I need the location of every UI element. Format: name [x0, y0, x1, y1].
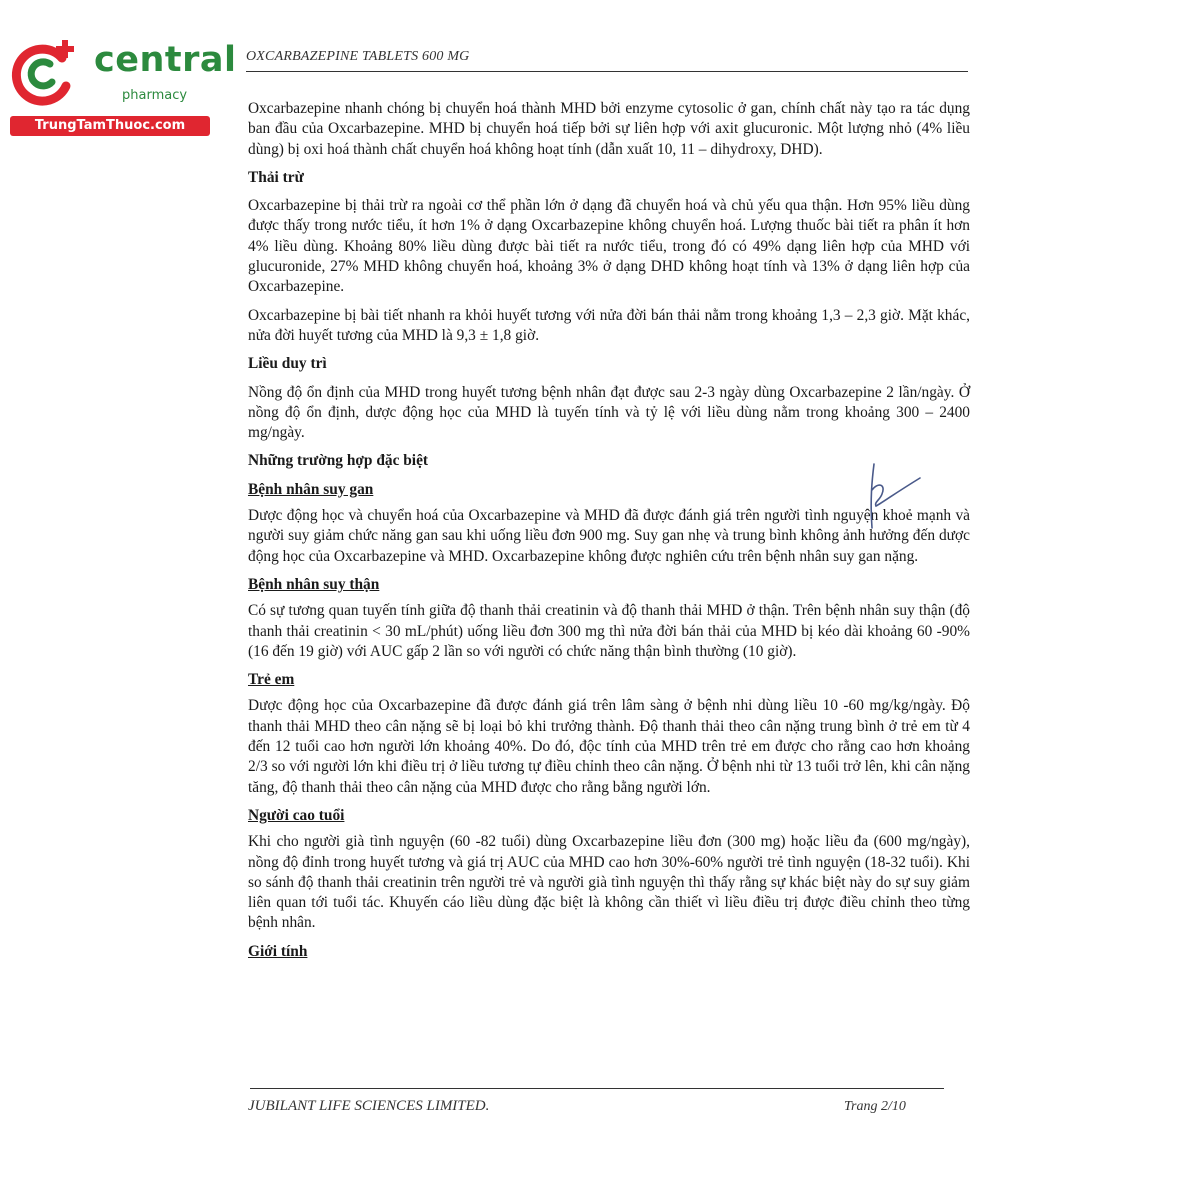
brand-name: central [94, 40, 237, 80]
paragraph-intro: Oxcarbazepine nhanh chóng bị chuyển hoá thành MHD bởi enzyme cytosolic ở gan, chính chất này tạo ra tác dụng ban đầu của Oxcarbazepine. MHD bị chuyển hoá tiếp bởi sự liên hợp với axit glucuronic. Một lượng nhỏ (4% liều dùng) bị oxi hoá thành chất chuyển hoá không hoạt tính (dẫn xuất 10, 11 – dihydroxy, DHD). [248, 100, 970, 158]
paragraph-suy-gan: Dược động học và chuyển hoá của Oxcarbazepine và MHD đã được đánh giá trên người tình nguyện khoẻ mạnh và người suy giảm chức năng gan sau khi uống liều đơn 900 mg. Suy gan nhẹ và trung bình không ảnh hưởng đến dược động học của Oxcarbazepine và MHD. Oxcarbazepine không được nghiên cứu trên bệnh nhân suy gan nặng. [248, 507, 970, 565]
site-badge[interactable]: TrungTamThuoc.com [10, 116, 210, 136]
footer-page-number: Trang 2/10 [844, 1099, 906, 1114]
brand-subtitle: pharmacy [122, 88, 188, 103]
subheading-tre-em: Trẻ em [248, 671, 295, 689]
central-pharmacy-logo-icon [10, 36, 82, 108]
subheading-suy-than: Bệnh nhân suy thận [248, 575, 380, 593]
heading-lieu-duy-tri: Liều duy trì [248, 355, 327, 373]
pharmacy-logo [10, 36, 237, 136]
paragraph-lieu-duy-tri: Nồng độ ổn định của MHD trong huyết tương bệnh nhân đạt được sau 2-3 ngày dùng Oxcarbazepine 2 lần/ngày. Ở nồng độ ổn định, dược động học của MHD là tuyến tính và tỷ lệ với liều dùng nằm trong khoảng 300 – 2400 mg/ngày. [248, 383, 970, 442]
footer-divider [250, 1088, 944, 1089]
paragraph-suy-than: Có sự tương quan tuyến tính giữa độ thanh thải creatinin và độ thanh thải MHD ở thận. Trên bệnh nhân suy thận (độ thanh thải creatinin < 30 mL/phút) uống liều đơn 300 mg thì nửa đời bán thải của MHD bị kéo dài khoảng 60 -90% (16 đến 19 giờ) với AUC gấp 2 lần so với người có chức năng thận bình thường (10 giờ). [248, 602, 970, 660]
paragraph-thai-tru-1: Oxcarbazepine bị thải trừ ra ngoài cơ thể phần lớn ở dạng đã chuyển hoá và chủ yếu qua thận. Hơn 95% liều dùng được thấy trong nước tiểu, ít hơn 1% ở dạng Oxcarbazepine không chuyển hoá. Lượng thuốc bài tiết ra phân ít hơn 4% liều dùng. Khoảng 80% liều dùng được bài tiết ra nước tiểu, trong đó có 49% dạng liên hợp của MHD với glucuronide, 27% MHD không chuyển hoá, khoảng 3% ở dạng DHD không hoạt tính và 13% ở dạng liên hợp của Oxcarbazepine. [248, 197, 970, 296]
subheading-suy-gan: Bệnh nhân suy gan [248, 480, 374, 498]
heading-truong-hop-dac-biet: Những trường hợp đặc biệt [248, 452, 429, 470]
subheading-gioi-tinh: Giới tính [248, 942, 308, 960]
paragraph-thai-tru-2: Oxcarbazepine bị bài tiết nhanh ra khỏi huyết tương với nửa đời bán thải nằm trong khoảng 1,3 – 2,3 giờ. Mặt khác, nửa đời huyết tương của MHD là 9,3 ± 1,8 giờ. [248, 306, 970, 344]
heading-thai-tru: Thải trừ [248, 168, 304, 186]
document-title: OXCARBAZEPINE TABLETS 600 MG [246, 49, 470, 64]
subheading-nguoi-cao-tuoi: Người cao tuổi [248, 806, 345, 824]
document-header [246, 49, 968, 72]
signature-mark-icon [860, 460, 926, 532]
footer-company: JUBILANT LIFE SCIENCES LIMITED. [248, 1098, 490, 1114]
paragraph-tre-em: Dược động học của Oxcarbazepine đã được đánh giá trên lâm sàng ở bệnh nhi dùng liều 10 -60 mg/kg/ngày. Độ thanh thải MHD theo cân nặng sẽ bị loại bỏ khi trưởng thành. Độ thanh thải theo cân nặng trung bình ở trẻ em từ 4 đến 12 tuổi cao hơn người lớn khoảng 40%. Do đó, độc tính của MHD trên trẻ em được cho rằng cao hơn khoảng 2/3 so với người lớn khi điều trị ở liều tương tự điều chỉnh theo cân nặng. Ở bệnh nhi từ 13 tuổi trở lên, khi cân nặng tăng, độ thanh thải theo cân nặng của MHD được cho rằng bằng người lớn. [248, 697, 970, 796]
document-body [248, 99, 970, 968]
paragraph-nguoi-cao-tuoi: Khi cho người già tình nguyện (60 -82 tuổi) dùng Oxcarbazepine liều đơn (300 mg) hoặc liều đa (600 mg/ngày), nồng độ đỉnh trong huyết tương và giá trị AUC của MHD cao hơn 30%-60% người trẻ tình nguyện (18-32 tuổi). Khi so sánh độ thanh thải creatinin trên người trẻ và người già tình nguyện thì thấy rằng sự khác biệt này do sự suy giảm liên quan tới tuổi tác. Khuyến cáo liều dùng đặc biệt là không cần thiết vì liều điều trị được điều chỉnh theo từng bệnh nhân. [248, 833, 970, 932]
